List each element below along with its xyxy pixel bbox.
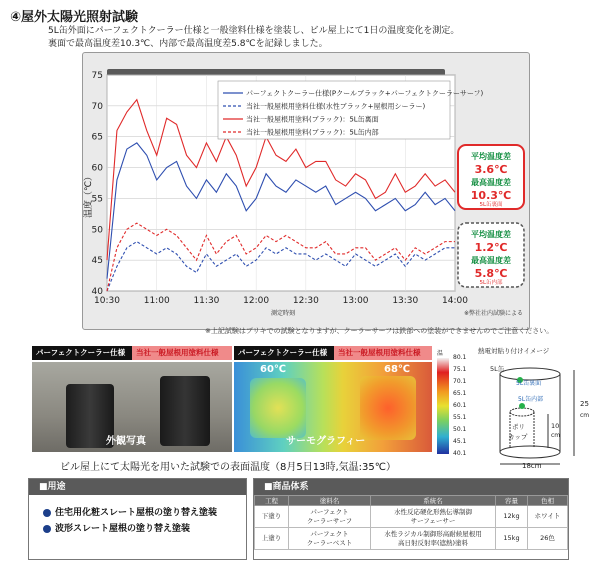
- height-value: 25: [580, 400, 589, 408]
- photo-strip: [32, 346, 432, 452]
- table-row: 下塗り パーフェクト クーラーサーフ 水性反応硬化形熱伝導制御 サーフェーサー 12kg ホワイト: [255, 506, 568, 528]
- spec-heading: ■商品体系: [254, 479, 568, 495]
- inner-unit: cm: [551, 432, 561, 439]
- x-tick-label: 12:00: [243, 296, 270, 306]
- scale-tick: 40.1: [453, 450, 467, 457]
- thermo-caption: サーモグラフィー: [286, 436, 366, 447]
- cup-label-2: カップ: [508, 433, 528, 441]
- usage-heading: ■用途: [29, 479, 246, 495]
- x-tick-label: 14:00: [442, 296, 468, 306]
- y-tick-label: 55: [91, 194, 103, 205]
- label-perfect-cooler-thermo: パーフェクトクーラー仕様: [234, 346, 334, 360]
- x-tick-label: 13:30: [392, 296, 419, 306]
- legend-entry: パーフェクトクーラー仕様(Pクールブラック+パーフェクトクーラーサーフ): [246, 89, 484, 98]
- x-tick-label: 10:30: [94, 296, 120, 306]
- y-tick-label: 45: [91, 256, 103, 267]
- scale-tick: 60.1: [453, 402, 467, 409]
- scale-tick: 80.1: [453, 354, 467, 361]
- measure-point: 5L缶裏面: [479, 202, 503, 208]
- section-title: ④屋外太陽光照射試験: [10, 10, 139, 25]
- avg-diff-label: 平均温度差: [471, 152, 511, 161]
- x-axis-label: 測定時刻: [270, 310, 296, 317]
- table-row: 上塗り パーフェクト クーラーベスト 水性ラジカル制御形高耐候屋根用 高日射反射率(遮熱)塗料 15kg 26色: [255, 528, 568, 550]
- label-normal-paint: 当社一般屋根用塗料仕様: [132, 346, 232, 360]
- usage-box: [28, 478, 247, 560]
- width-value: 18cm: [522, 462, 542, 470]
- avg-diff-value: 3.6℃: [474, 163, 508, 176]
- source-note: ※弊社社内試験による: [463, 310, 523, 317]
- annotation-box-inside: [458, 223, 524, 287]
- scale-tick: 75.1: [453, 366, 467, 373]
- scale-tick: 65.1: [453, 390, 467, 397]
- measure-point: 5L缶内部: [479, 280, 503, 286]
- temp-normal: 68℃: [384, 364, 411, 375]
- cool-can-thermal: [250, 378, 306, 438]
- scale-bar: [437, 358, 449, 454]
- photo-caption: 外観写真: [106, 436, 146, 447]
- spec-header-row: 工程 塗料名 系統名 容量 色相: [255, 496, 568, 506]
- max-diff-value: 5.8℃: [474, 267, 508, 280]
- spec-table: [254, 495, 568, 550]
- exterior-photo: [32, 362, 232, 452]
- avg-diff-label: 平均温度差: [471, 230, 511, 239]
- temp-cool: 60℃: [260, 364, 287, 375]
- diagram-title: 熱電対貼り付けイメージ: [478, 347, 550, 355]
- y-axis-label: 温度（℃）: [84, 171, 94, 219]
- x-tick-label: 12:30: [292, 296, 319, 306]
- avg-diff-value: 1.2℃: [474, 241, 508, 254]
- inside-label: 5L缶内部: [518, 396, 544, 403]
- scale-unit: 温: [437, 350, 444, 357]
- x-tick-label: 13:00: [342, 296, 369, 306]
- legend-entry: 当社一般屋根用塗料(ブラック)：5L缶内部: [246, 128, 379, 137]
- legend-entry: 当社一般屋根用塗料仕様(水性ブラック+屋根用シーラー): [246, 102, 426, 111]
- legend-entry: 当社一般屋根用塗料(ブラック)：5L缶裏面: [246, 115, 379, 124]
- label-perfect-cooler: パーフェクトクーラー仕様: [32, 346, 132, 360]
- y-tick-label: 65: [91, 132, 103, 143]
- normal-can-thermal: [360, 376, 416, 440]
- usage-item: 波形スレート屋根の塗り替え塗装: [29, 521, 246, 537]
- max-diff-label: 最高温度差: [471, 178, 511, 187]
- scale-tick: 45.1: [453, 438, 467, 445]
- thermography-photo: [234, 362, 432, 452]
- can-label: 5L缶: [490, 365, 505, 373]
- photo-main-caption: ビル屋上にて太陽光を用いた試験での表面温度（8月5日13時,気温:35℃）: [60, 462, 396, 473]
- scale-tick: 70.1: [453, 378, 467, 385]
- cup-label-1: ポリ: [512, 423, 525, 431]
- annotation-box-back: [458, 145, 524, 209]
- description: 5L缶外面にパーフェクトクーラー仕様と一般塗料仕様を塗装し、ビル屋上にて1日の温度変化を測定。 裏面で最高温度差10.3℃、内部で最高温度差5.8℃を記録しました。: [48, 26, 460, 49]
- y-tick-label: 50: [91, 225, 103, 236]
- chart-panel: [82, 52, 530, 330]
- product-spec: [253, 478, 569, 560]
- scale-tick: 50.1: [453, 426, 467, 433]
- label-normal-paint-thermo: 当社一般屋根用塗料仕様: [334, 346, 432, 360]
- max-diff-value: 10.3℃: [470, 189, 512, 202]
- material-note: ※上記試験はブリキでの試験となりますが、クーラーサーフは鉄部への塗装ができませんのでご注意ください。: [205, 327, 554, 335]
- x-tick-label: 11:00: [143, 296, 170, 306]
- y-tick-label: 75: [91, 71, 103, 81]
- inner-value: 10: [551, 422, 560, 430]
- y-tick-label: 60: [91, 163, 103, 174]
- max-diff-label: 最高温度差: [471, 256, 511, 265]
- y-tick-label: 70: [91, 101, 103, 112]
- usage-item: 住宅用化粧スレート屋根の塗り替え塗装: [29, 505, 246, 521]
- x-tick-label: 11:30: [193, 296, 220, 306]
- scale-tick: 55.1: [453, 414, 467, 421]
- bullet-icon: [43, 509, 51, 517]
- thermocouple-diagram: [478, 346, 600, 471]
- height-unit: cm: [580, 412, 590, 419]
- temperature-line-chart: [83, 53, 531, 331]
- y-tick-label: 40: [91, 287, 103, 297]
- back-label: 5L缶裏面: [516, 380, 542, 387]
- bullet-icon: [43, 525, 51, 533]
- normal-can-image: [160, 376, 210, 446]
